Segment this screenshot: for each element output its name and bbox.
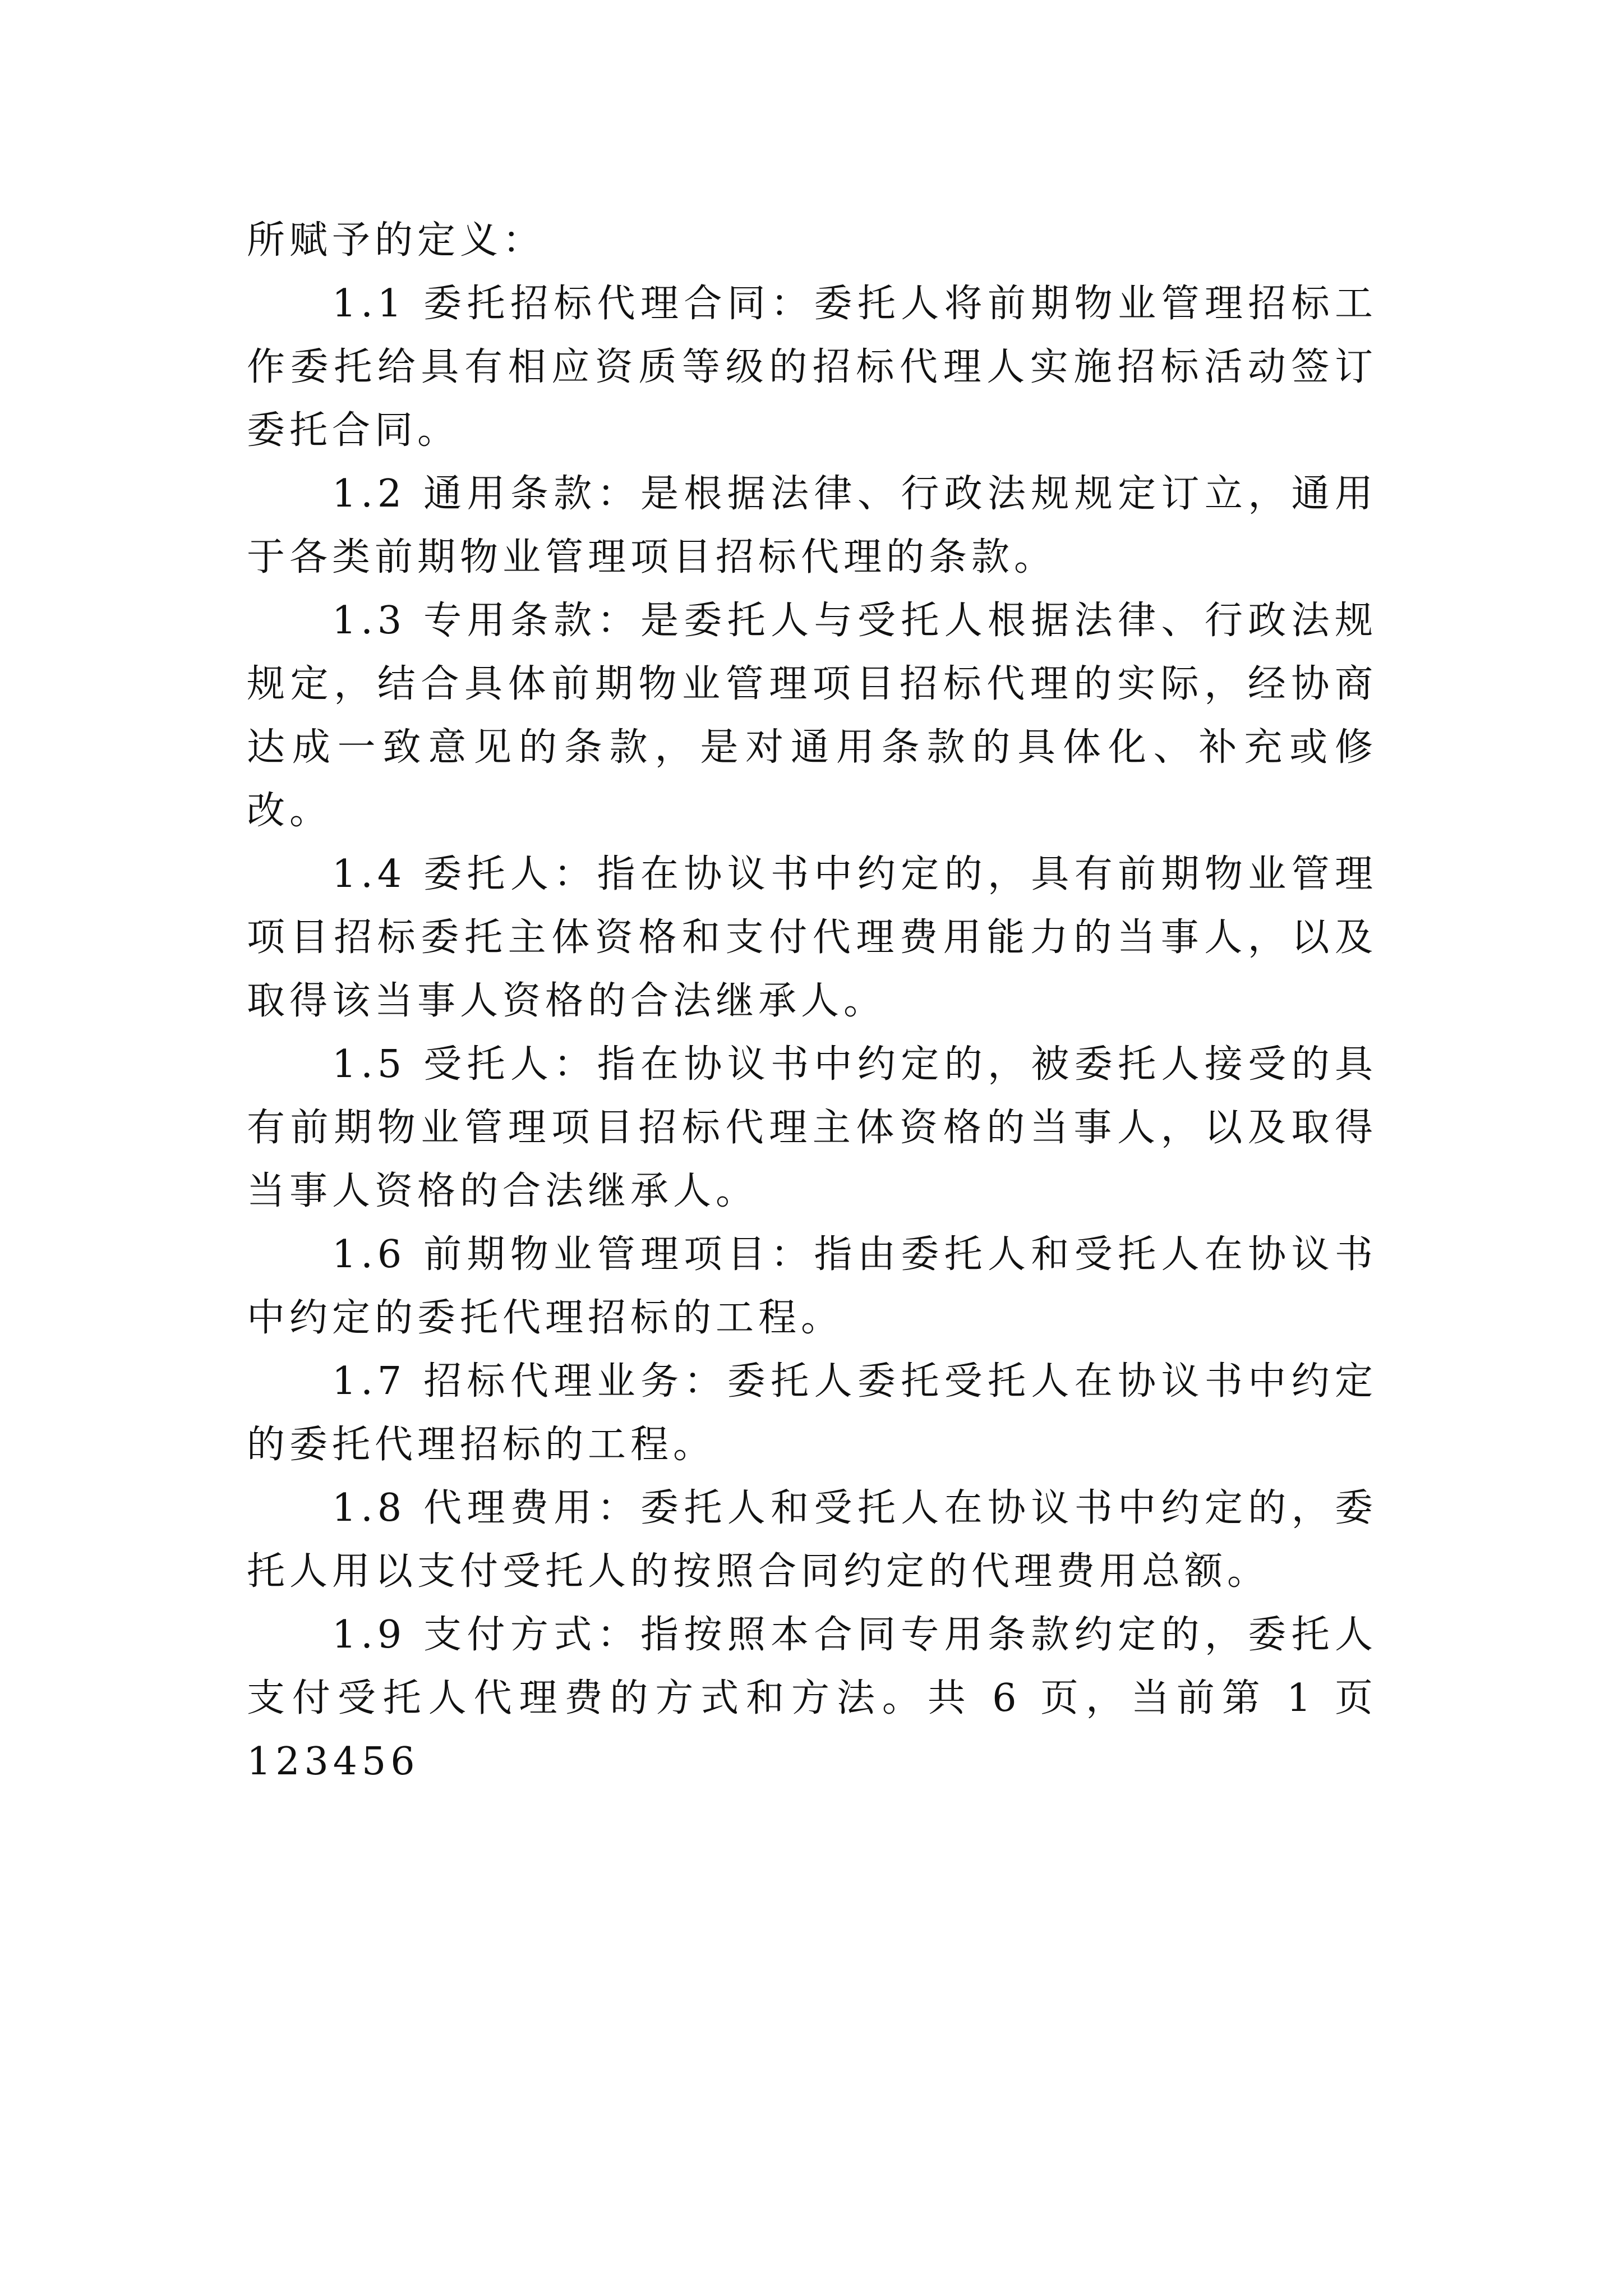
- document-body: [247, 209, 1377, 1793]
- clause-1-4: 1.4 委托人：指在协议书中约定的，具有前期物业管理项目招标委托主体资格和支付代理费用能力的当事人，以及取得该当事人资格的合法继承人。: [247, 852, 1377, 1023]
- clause-1-6: 1.6 前期物业管理项目：指由委托人和受托人在协议书中约定的委托代理招标的工程。: [247, 1232, 1377, 1340]
- clause-1-1: 1.1 委托招标代理合同：委托人将前期物业管理招标工作委托给具有相应资质等级的招标代理人实施招标活动签订委托合同。: [247, 282, 1377, 453]
- clause-1-7: 1.7 招标代理业务：委托人委托受托人在协议书中约定的委托代理招标的工程。: [247, 1359, 1377, 1467]
- clause-1-3: 1.3 专用条款：是委托人与受托人根据法律、行政法规规定，结合具体前期物业管理项目招标代理的实际，经协商达成一致意见的条款，是对通用条款的具体化、补充或修改。: [247, 599, 1377, 833]
- clause-1-2: 1.2 通用条款：是根据法律、行政法规规定订立，通用于各类前期物业管理项目招标代理的条款。: [247, 472, 1377, 579]
- clause-1-9: 1.9 支付方式：指按照本合同专用条款约定的，委托人支付受托人代理费的方式和方法。共 6 页，当前第 1 页 123456: [247, 1613, 1377, 1784]
- clause-1-5: 1.5 受托人：指在协议书中约定的，被委托人接受的具有前期物业管理项目招标代理主体资格的当事人，以及取得当事人资格的合法继承人。: [247, 1042, 1377, 1213]
- paragraph-continuation: 所赋予的定义：: [247, 218, 546, 263]
- clause-1-8: 1.8 代理费用：委托人和受托人在协议书中约定的，委托人用以支付受托人的按照合同约定的代理费用总额。: [247, 1486, 1377, 1594]
